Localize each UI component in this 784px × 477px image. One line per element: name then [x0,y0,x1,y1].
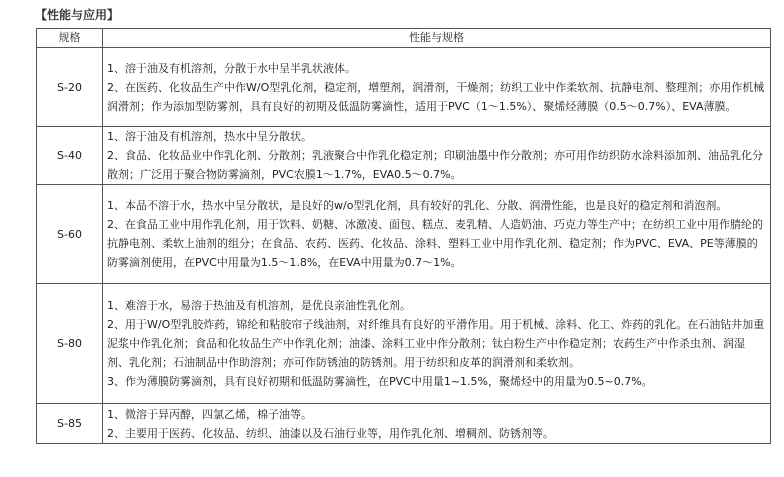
description-cell [103,48,771,127]
table-row [37,185,771,284]
model-cell: S-20 [37,48,103,127]
description-line: 1、本品不溶于水，热水中呈分散状，是良好的w/o型乳化剂，具有较好的乳化、分散、润滑性能，也是良好的稳定剂和消泡剂。 [107,199,728,212]
description-line: 2、用于W/O型乳胶炸药，锦纶和粘胶帘子线油剂，对纤维具有良好的平滑作用。用于机械、涂料、化工、炸药的乳化。在石油钻井加重泥浆中作乳化剂；食品和化妆品生产中作乳化剂；油漆、涂料工业中作分散剂；钛白粉生产中作稳定剂；农药生产中作杀虫剂、润湿剂、乳化剂；石油制品中作助溶剂；亦可作防锈油的防锈剂。用于纺织和皮革的润滑剂和柔软剂。 [107,318,765,369]
header-description: 性能与规格 [103,29,771,48]
model-cell: S-60 [37,185,103,284]
table-row [37,284,771,404]
table-header-row [37,29,771,48]
model-cell: S-85 [37,404,103,444]
model-cell: S-80 [37,284,103,404]
table-row [37,404,771,444]
description-line: 3、作为薄膜防雾滴剂，具有良好初期和低温防雾滴性，在PVC中用量1~1.5%，聚烯烃中的用量为0.5~0.7%。 [107,375,653,388]
description-line: 1、溶于油及有机溶剂，热水中呈分散状。 [107,130,312,143]
description-line: 2、食品、化妆品业中作乳化剂、分散剂；乳液聚合中作乳化稳定剂；印刷油墨中作分散剂；亦可用作纺织防水涂料添加剂、油品乳化分散剂；广泛用于聚合物防雾滴剂，PVC农膜1～1.7%，EVA0.5～0.7%。 [107,149,763,181]
description-cell [103,185,771,284]
header-model: 规格 [37,29,103,48]
description-line: 1、微溶于异丙醇，四氯乙烯，棉子油等。 [107,407,312,421]
section-title: 【性能与应用】 [35,8,120,22]
description-cell [103,127,771,185]
description-line: 2、在食品工业中用作乳化剂，用于饮料、奶糖、冰激凌、面包、糕点、麦乳精、人造奶油、巧克力等生产中；在纺织工业中用作腈纶的抗静电剂、柔软上油剂的组分；在食品、农药、医药、化妆品、涂料、塑料工业中用作乳化剂、稳定剂；作为PVC、EVA、PE等薄膜的防雾滴剂使用，在PVC中用量为1.5～1.8%，在EVA中用量为0.7～1%。 [107,218,763,269]
description-line: 1、溶于油及有机溶剂，分散于水中呈半乳状液体。 [107,61,356,75]
description-line: 2、在医药、化妆品生产中作W/O型乳化剂，稳定剂，增塑剂，润滑剂，干燥剂；纺织工业中作柔软剂、抗静电剂、整理剂；亦用作机械润滑剂；作为添加型防雾剂，具有良好的初期及低温防雾滴性，适用于PVC（1～1.5%）、聚烯烃薄膜（0.5～0.7%）、EVA薄膜。 [107,80,765,113]
spec-table [36,28,771,444]
description-cell [103,284,771,404]
description-line: 1、难溶于水，易溶于热油及有机溶剂，是优良亲油性乳化剂。 [107,299,411,312]
table-row [37,48,771,127]
description-line: 2、主要用于医药、化妆品、纺织、油漆以及石油行业等，用作乳化剂、增稠剂、防锈剂等。 [107,426,554,440]
model-cell: S-40 [37,127,103,185]
description-cell [103,404,771,444]
table-row [37,127,771,185]
